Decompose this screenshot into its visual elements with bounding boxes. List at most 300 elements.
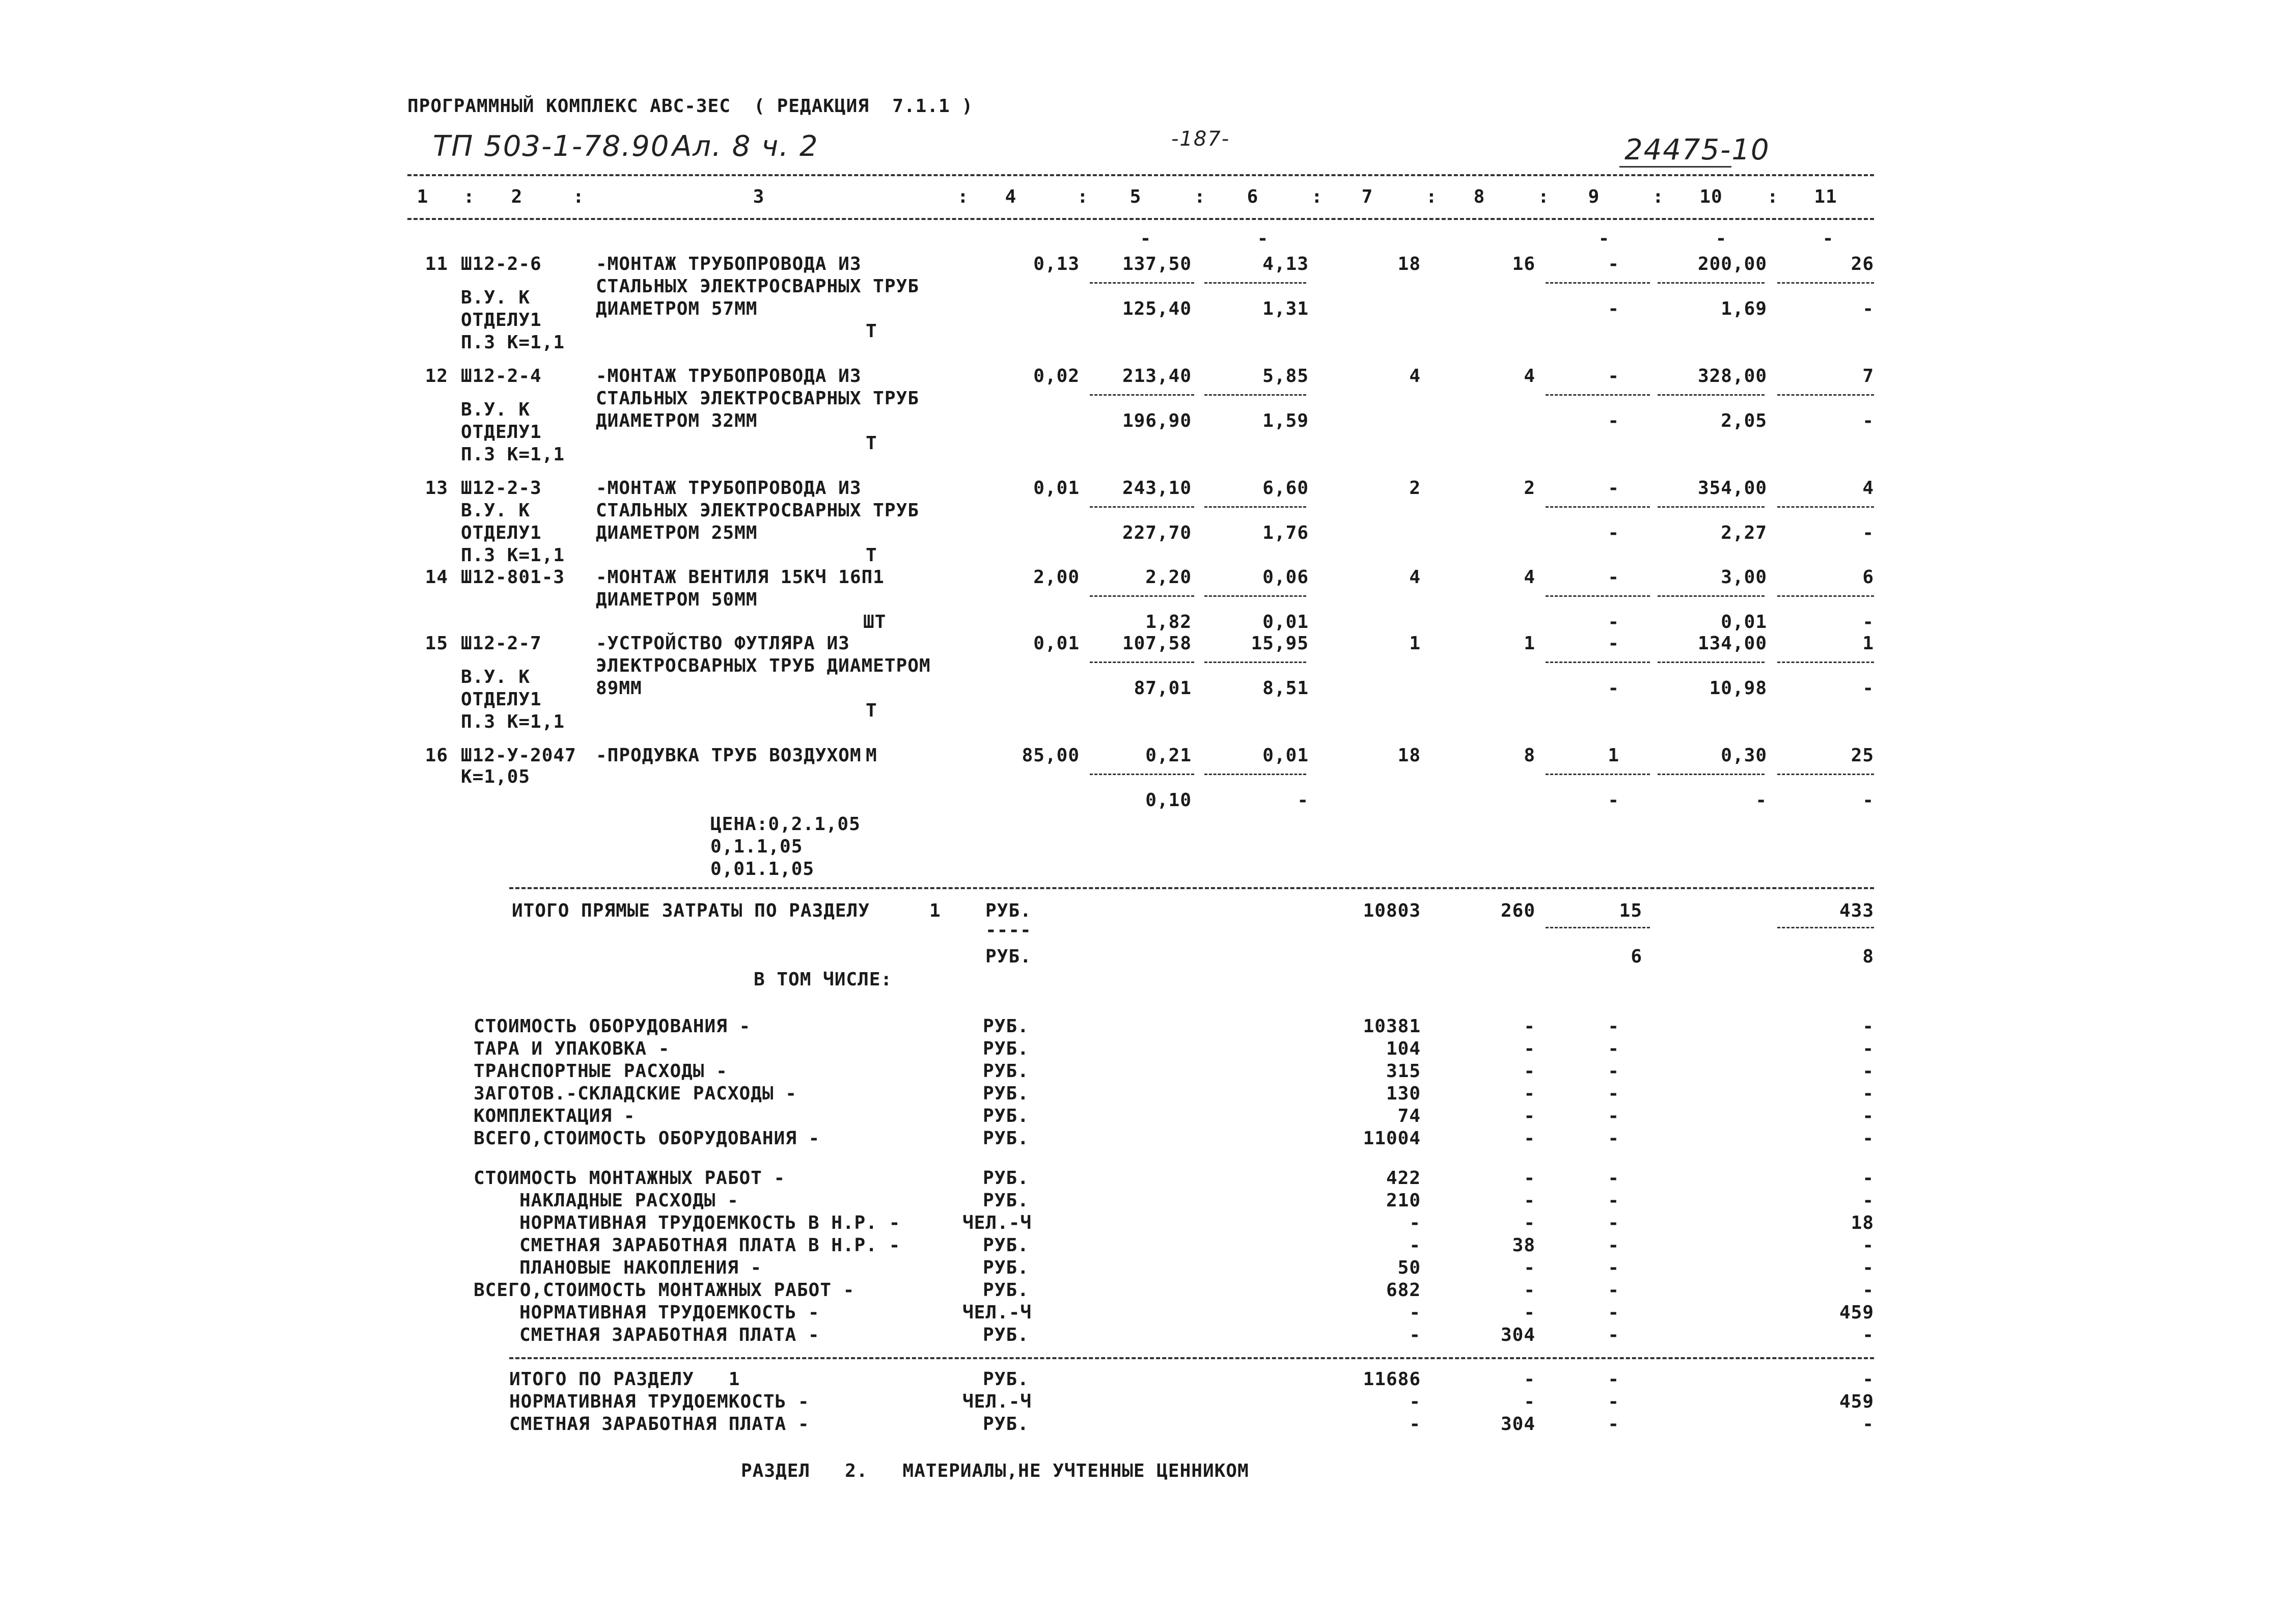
row-col9: -	[1608, 478, 1619, 499]
installation-col11: -	[1862, 1325, 1874, 1345]
equipment-col11: -	[1862, 1016, 1874, 1037]
subtotal-rule	[1658, 595, 1765, 597]
ref-underline	[1619, 166, 1731, 168]
equipment-unit: РУБ.	[983, 1016, 1029, 1037]
row-code-note: ОТДЕЛУ1	[461, 310, 542, 331]
installation-label: ВСЕГО,СТОИМОСТЬ МОНТАЖНЫХ РАБОТ -	[474, 1280, 855, 1301]
row-col11-sub: -	[1862, 298, 1874, 319]
row-col5-price: 243,10	[1122, 478, 1192, 499]
row-number: 11	[425, 254, 448, 274]
row-col7-total: 4	[1409, 567, 1421, 588]
installation-col7: 682	[1386, 1280, 1421, 1301]
final_total-label: НОРМАТИВНАЯ ТРУДОЕМКОСТЬ -	[509, 1391, 810, 1412]
subtotal-rule	[1090, 595, 1194, 597]
equipment-col7: 11004	[1363, 1128, 1421, 1149]
subtotal-rule	[1658, 662, 1765, 663]
album-ref: Ал. 8 ч. 2	[672, 130, 819, 163]
row-col5-price: 0,21	[1145, 745, 1192, 766]
row-quantity: 0,01	[1033, 478, 1080, 499]
row-col9-sub: -	[1608, 522, 1619, 543]
subtotal-rule	[1090, 774, 1194, 775]
equipment-col11: -	[1862, 1083, 1874, 1104]
equipment-col8: -	[1524, 1038, 1535, 1059]
equipment-col11: -	[1862, 1061, 1874, 1082]
row-code-note: В.У. К	[461, 500, 531, 521]
top-dash: -	[1822, 228, 1834, 249]
equipment-col8: -	[1524, 1061, 1535, 1082]
final_total-label: ИТОГО ПО РАЗДЕЛУ 1	[509, 1369, 740, 1390]
row-code: Ш12-2-3	[461, 478, 542, 499]
equipment-label: ТРАНСПОРТНЫЕ РАСХОДЫ -	[474, 1061, 728, 1082]
top-dash: -	[1140, 228, 1152, 249]
final-rule	[509, 1357, 1874, 1359]
row-code-note: ОТДЕЛУ1	[461, 422, 542, 443]
installation-label: НОРМАТИВНАЯ ТРУДОЕМКОСТЬ В Н.Р. -	[519, 1213, 901, 1233]
row-col10-sub: 2,27	[1721, 522, 1767, 543]
installation-col9: -	[1608, 1213, 1619, 1233]
equipment-col8: -	[1524, 1083, 1535, 1104]
installation-label: СМЕТНАЯ ЗАРАБОТНАЯ ПЛАТА В Н.Р. -	[519, 1235, 901, 1256]
column-separator: :	[1194, 186, 1206, 207]
row-col5-wage: 87,01	[1134, 678, 1192, 699]
subtotal-rule	[1546, 506, 1650, 508]
subtotal-rule	[1658, 282, 1765, 284]
final_total-col8: -	[1524, 1369, 1535, 1390]
subtotal-rule	[1090, 506, 1194, 508]
equipment-unit: РУБ.	[983, 1106, 1029, 1126]
row-number: 14	[425, 567, 448, 588]
row-quantity: 85,00	[1022, 745, 1080, 766]
column-separator: :	[1652, 186, 1664, 207]
section-total-unit: РУБ.	[985, 900, 1032, 921]
row-col9-sub: -	[1608, 298, 1619, 319]
final_total-col11: 459	[1839, 1391, 1874, 1412]
equipment-col7: 315	[1386, 1061, 1421, 1082]
row-col6-wage: 1,31	[1262, 298, 1309, 319]
subtotal-rule	[1546, 282, 1650, 284]
installation-col7: -	[1409, 1325, 1421, 1345]
row-col6-wage: 1,59	[1262, 410, 1309, 431]
equipment-unit: РУБ.	[983, 1038, 1029, 1059]
column-header-9: 9	[1588, 186, 1600, 207]
row-col10: 328,00	[1697, 366, 1767, 387]
subtotal-rule	[1204, 595, 1306, 597]
row-col11-sub: -	[1862, 678, 1874, 699]
installation-col9: -	[1608, 1168, 1619, 1189]
installation-label: НАКЛАДНЫЕ РАСХОДЫ -	[519, 1190, 739, 1211]
installation-label: ПЛАНОВЫЕ НАКОПЛЕНИЯ -	[519, 1257, 762, 1278]
column-header-8: 8	[1473, 186, 1485, 207]
section-total-col9-sub: 6	[1631, 946, 1642, 967]
row-col11-sub: -	[1862, 522, 1874, 543]
row-col10-sub: -	[1755, 790, 1767, 811]
row-col8-total: 8	[1524, 745, 1535, 766]
installation-col8: 304	[1500, 1325, 1535, 1345]
row-col5-wage: 196,90	[1122, 410, 1192, 431]
price-note: 0,1.1,05	[710, 836, 803, 857]
row-col5-wage: 227,70	[1122, 522, 1192, 543]
section-total-num: 1	[929, 900, 941, 921]
row-col5-price: 2,20	[1145, 567, 1192, 588]
section-total-col7: 10803	[1363, 900, 1421, 921]
column-separator: :	[1077, 186, 1089, 207]
equipment-col8: -	[1524, 1106, 1535, 1126]
equipment-col8: -	[1524, 1128, 1535, 1149]
next-section-heading: РАЗДЕЛ 2. МАТЕРИАЛЫ,НЕ УЧТЕННЫЕ ЦЕННИКОМ	[741, 1461, 1249, 1481]
installation-col9: -	[1608, 1235, 1619, 1256]
row-code: Ш12-2-6	[461, 254, 542, 274]
final_total-col7: 11686	[1363, 1369, 1421, 1390]
row-description: -УСТРОЙСТВО ФУТЛЯРА ИЗ	[596, 633, 850, 654]
row-col10-sub: 1,69	[1721, 298, 1767, 319]
row-col8-total: 2	[1524, 478, 1535, 499]
installation-unit: РУБ.	[983, 1168, 1029, 1189]
row-description: ДИАМЕТРОМ 50ММ	[596, 589, 758, 610]
row-col10: 3,00	[1721, 567, 1767, 588]
final_total-col8: 304	[1500, 1414, 1535, 1435]
row-col11: 4	[1862, 478, 1874, 499]
subtotal-rule	[1090, 282, 1194, 284]
column-separator: :	[573, 186, 585, 207]
row-col9: -	[1608, 567, 1619, 588]
row-unit: ШТ	[863, 612, 887, 632]
row-col11-sub: -	[1862, 612, 1874, 632]
row-description: ЭЛЕКТРОСВАРНЫХ ТРУБ ДИАМЕТРОМ	[596, 655, 931, 676]
equipment-col9: -	[1608, 1061, 1619, 1082]
column-separator: :	[957, 186, 969, 207]
column-header-7: 7	[1361, 186, 1373, 207]
installation-label: СМЕТНАЯ ЗАРАБОТНАЯ ПЛАТА -	[519, 1325, 820, 1345]
column-header-10: 10	[1699, 186, 1723, 207]
row-code-note: ОТДЕЛУ1	[461, 689, 542, 710]
row-col11: 1	[1862, 633, 1874, 654]
row-col5-price: 213,40	[1122, 366, 1192, 387]
row-col10: 134,00	[1697, 633, 1767, 654]
row-col9-sub: -	[1608, 612, 1619, 632]
equipment-col7: 74	[1397, 1106, 1421, 1126]
column-separator: :	[1311, 186, 1323, 207]
section-total-col9: 15	[1619, 900, 1642, 921]
row-col7-total: 4	[1409, 366, 1421, 387]
row-col8-total: 4	[1524, 366, 1535, 387]
price-note: 0,01.1,05	[710, 859, 815, 879]
installation-col7: -	[1409, 1235, 1421, 1256]
subtotal-rule	[1777, 662, 1874, 663]
installation-col7: 210	[1386, 1190, 1421, 1211]
installation-unit: РУБ.	[983, 1280, 1029, 1301]
row-unit: Т	[866, 321, 877, 342]
column-header-2: 2	[511, 186, 523, 207]
row-code-note: В.У. К	[461, 287, 531, 308]
row-col7-total: 2	[1409, 478, 1421, 499]
row-col11: 26	[1851, 254, 1874, 274]
row-description: -МОНТАЖ ТРУБОПРОВОДА ИЗ	[596, 254, 862, 274]
column-header-6: 6	[1247, 186, 1259, 207]
row-col6-price: 15,95	[1251, 633, 1309, 654]
installation-unit: РУБ.	[983, 1235, 1029, 1256]
equipment-unit: РУБ.	[983, 1083, 1029, 1104]
row-col9: 1	[1608, 745, 1619, 766]
row-col10-sub: 10,98	[1709, 678, 1767, 699]
equipment-col11: -	[1862, 1128, 1874, 1149]
subtotal-rule	[1204, 282, 1306, 284]
equipment-col9: -	[1608, 1106, 1619, 1126]
row-col5-wage: 125,40	[1122, 298, 1192, 319]
installation-unit: РУБ.	[983, 1257, 1029, 1278]
section-total-col11-sub: 8	[1862, 946, 1874, 967]
page-number: -187-	[1171, 127, 1230, 151]
header-bottom-rule	[407, 218, 1874, 220]
reference-number: 24475-10	[1624, 133, 1770, 167]
subtotal-rule	[1204, 662, 1306, 663]
installation-col7: -	[1409, 1302, 1421, 1323]
installation-col11: -	[1862, 1190, 1874, 1211]
subtotal-rule	[1546, 595, 1650, 597]
row-col5-wage: 1,82	[1145, 612, 1192, 632]
top-dash: -	[1715, 228, 1727, 249]
row-col8-total: 4	[1524, 567, 1535, 588]
subtotal-rule	[1546, 774, 1650, 775]
row-description: ДИАМЕТРОМ 25ММ	[596, 522, 758, 543]
equipment-label: ЗАГОТОВ.-СКЛАДСКИЕ РАСХОДЫ -	[474, 1083, 797, 1104]
installation-col8: -	[1524, 1168, 1535, 1189]
row-code-note: П.3 К=1,1	[461, 545, 565, 566]
row-col11: 25	[1851, 745, 1874, 766]
row-code: Ш12-2-4	[461, 366, 542, 387]
row-quantity: 2,00	[1033, 567, 1080, 588]
column-separator: :	[1538, 186, 1550, 207]
column-separator: :	[1767, 186, 1779, 207]
row-col9-sub: -	[1608, 678, 1619, 699]
subtotal-rule	[1204, 506, 1306, 508]
row-quantity: 0,13	[1033, 254, 1080, 274]
final_total-col9: -	[1608, 1414, 1619, 1435]
row-col11-sub: -	[1862, 790, 1874, 811]
row-description: -МОНТАЖ ВЕНТИЛЯ 15КЧ 16П1	[596, 567, 885, 588]
equipment-col11: -	[1862, 1038, 1874, 1059]
installation-label: СТОИМОСТЬ МОНТАЖНЫХ РАБОТ -	[474, 1168, 786, 1189]
row-description: -МОНТАЖ ТРУБОПРОВОДА ИЗ	[596, 366, 862, 387]
installation-unit: РУБ.	[983, 1190, 1029, 1211]
equipment-label: ТАРА И УПАКОВКА -	[474, 1038, 670, 1059]
row-col11: 6	[1862, 567, 1874, 588]
equipment-unit: РУБ.	[983, 1061, 1029, 1082]
row-col8-total: 1	[1524, 633, 1535, 654]
including-label: В ТОМ ЧИСЛЕ:	[754, 969, 893, 990]
installation-col8: -	[1524, 1302, 1535, 1323]
row-description: 89ММ	[596, 678, 642, 699]
installation-unit: ЧЕЛ.-Ч	[962, 1302, 1032, 1323]
row-col6-price: 6,60	[1262, 478, 1309, 499]
subtotal-rule	[1777, 282, 1874, 284]
row-col6-price: 5,85	[1262, 366, 1309, 387]
final_total-col11: -	[1862, 1369, 1874, 1390]
subtotal-rule	[1204, 394, 1306, 396]
row-col10-sub: 0,01	[1721, 612, 1767, 632]
section-total-col8: 260	[1500, 900, 1535, 921]
row-code: Ш12-801-3	[461, 567, 565, 588]
installation-label: НОРМАТИВНАЯ ТРУДОЕМКОСТЬ -	[519, 1302, 820, 1323]
equipment-col7: 10381	[1363, 1016, 1421, 1037]
row-description: СТАЛЬНЫХ ЭЛЕКТРОСВАРНЫХ ТРУБ	[596, 388, 919, 409]
row-col10: 354,00	[1697, 478, 1767, 499]
section-total-rule	[1546, 927, 1650, 928]
header-top-rule	[407, 174, 1874, 176]
installation-col11: -	[1862, 1235, 1874, 1256]
row-col5-price: 137,50	[1122, 254, 1192, 274]
row-col9-sub: -	[1608, 790, 1619, 811]
installation-col8: -	[1524, 1257, 1535, 1278]
installation-unit: ЧЕЛ.-Ч	[962, 1213, 1032, 1233]
equipment-col7: 130	[1386, 1083, 1421, 1104]
row-col5-price: 107,58	[1122, 633, 1192, 654]
section-total-unit-rule: ----	[985, 920, 1032, 941]
subtotal-rule	[1777, 394, 1874, 396]
installation-col9: -	[1608, 1257, 1619, 1278]
equipment-label: СТОИМОСТЬ ОБОРУДОВАНИЯ -	[474, 1016, 751, 1037]
price-note: ЦЕНА:0,2.1,05	[710, 814, 861, 835]
row-code-note: П.3 К=1,1	[461, 332, 565, 353]
row-col7-total: 18	[1397, 254, 1421, 274]
installation-col9: -	[1608, 1190, 1619, 1211]
final_total-label: СМЕТНАЯ ЗАРАБОТНАЯ ПЛАТА -	[509, 1414, 810, 1435]
installation-col8: -	[1524, 1280, 1535, 1301]
equipment-col9: -	[1608, 1016, 1619, 1037]
section-total-label: ИТОГО ПРЯМЫЕ ЗАТРАТЫ ПО РАЗДЕЛУ	[512, 900, 870, 921]
final_total-unit: РУБ.	[983, 1369, 1029, 1390]
row-description: ДИАМЕТРОМ 32ММ	[596, 410, 758, 431]
installation-col7: 422	[1386, 1168, 1421, 1189]
subtotal-rule	[1546, 662, 1650, 663]
column-header-3: 3	[753, 186, 765, 207]
row-col9: -	[1608, 254, 1619, 274]
row-code-note: ОТДЕЛУ1	[461, 522, 542, 543]
row-col9: -	[1608, 633, 1619, 654]
installation-col8: 38	[1512, 1235, 1535, 1256]
subtotal-rule	[1658, 394, 1765, 396]
row-col5-wage: 0,10	[1145, 790, 1192, 811]
top-dash: -	[1257, 228, 1269, 249]
row-number: 16	[425, 745, 448, 766]
equipment-col11: -	[1862, 1106, 1874, 1126]
row-code-note: П.3 К=1,1	[461, 711, 565, 732]
column-header-5: 5	[1130, 186, 1142, 207]
installation-col8: -	[1524, 1213, 1535, 1233]
row-description: СТАЛЬНЫХ ЭЛЕКТРОСВАРНЫХ ТРУБ	[596, 500, 919, 521]
equipment-col9: -	[1608, 1128, 1619, 1149]
subtotal-rule	[1204, 774, 1306, 775]
row-col9-sub: -	[1608, 410, 1619, 431]
final_total-col9: -	[1608, 1369, 1619, 1390]
column-header-1: 1	[417, 186, 429, 207]
column-separator: :	[463, 186, 475, 207]
installation-col11: -	[1862, 1280, 1874, 1301]
subtotal-rule	[1658, 774, 1765, 775]
row-col10: 200,00	[1697, 254, 1767, 274]
row-col10: 0,30	[1721, 745, 1767, 766]
row-unit: М	[866, 745, 877, 766]
final_total-col9: -	[1608, 1391, 1619, 1412]
equipment-unit: РУБ.	[983, 1128, 1029, 1149]
installation-col9: -	[1608, 1325, 1619, 1345]
row-number: 15	[425, 633, 448, 654]
equipment-col9: -	[1608, 1038, 1619, 1059]
installation-col11: -	[1862, 1257, 1874, 1278]
equipment-col9: -	[1608, 1083, 1619, 1104]
subtotal-rule	[1777, 595, 1874, 597]
top-dash: -	[1598, 228, 1610, 249]
row-number: 12	[425, 366, 448, 387]
equipment-label: КОМПЛЕКТАЦИЯ -	[474, 1106, 636, 1126]
subtotal-rule	[1090, 662, 1194, 663]
installation-col11: -	[1862, 1168, 1874, 1189]
row-code-note: В.У. К	[461, 399, 531, 420]
installation-col11: 18	[1851, 1213, 1874, 1233]
row-col11-sub: -	[1862, 410, 1874, 431]
subtotal-rule	[1658, 506, 1765, 508]
program-header: ПРОГРАММНЫЙ КОМПЛЕКС АВС-3ЕС ( РЕДАКЦИЯ 7.1.1 )	[407, 96, 974, 117]
installation-col9: -	[1608, 1280, 1619, 1301]
column-separator: :	[1426, 186, 1438, 207]
subtotal-rule	[1546, 394, 1650, 396]
final_total-col7: -	[1409, 1391, 1421, 1412]
row-col7-total: 1	[1409, 633, 1421, 654]
row-unit: Т	[866, 700, 877, 721]
row-description: -МОНТАЖ ТРУБОПРОВОДА ИЗ	[596, 478, 862, 499]
row-col6-wage: 8,51	[1262, 678, 1309, 699]
row-col6-price: 0,06	[1262, 567, 1309, 588]
installation-col7: -	[1409, 1213, 1421, 1233]
row-quantity: 0,02	[1033, 366, 1080, 387]
row-col6-wage: 0,01	[1262, 612, 1309, 632]
row-description: ДИАМЕТРОМ 57ММ	[596, 298, 758, 319]
final_total-col11: -	[1862, 1414, 1874, 1435]
installation-col7: 50	[1397, 1257, 1421, 1278]
section-total-unit2: РУБ.	[985, 946, 1032, 967]
row-col11: 7	[1862, 366, 1874, 387]
row-code: Ш12-У-2047	[461, 745, 576, 766]
doc-code: ТП 503-1-78.90	[433, 130, 670, 163]
section-total-col11: 433	[1839, 900, 1874, 921]
section-rule	[509, 887, 1874, 889]
row-col6-price: 4,13	[1262, 254, 1309, 274]
subtotal-rule	[1090, 394, 1194, 396]
row-col6-wage: 1,76	[1262, 522, 1309, 543]
subtotal-rule	[1777, 774, 1874, 775]
row-code-note: П.3 К=1,1	[461, 444, 565, 465]
row-unit: Т	[866, 545, 877, 566]
row-unit: Т	[866, 433, 877, 454]
row-col7-total: 18	[1397, 745, 1421, 766]
installation-col9: -	[1608, 1302, 1619, 1323]
row-col9: -	[1608, 366, 1619, 387]
row-code-note: В.У. К	[461, 667, 531, 687]
column-header-4: 4	[1005, 186, 1017, 207]
subtotal-rule	[1777, 506, 1874, 508]
row-description: СТАЛЬНЫХ ЭЛЕКТРОСВАРНЫХ ТРУБ	[596, 276, 919, 297]
equipment-col7: 104	[1386, 1038, 1421, 1059]
installation-col11: 459	[1839, 1302, 1874, 1323]
row-quantity: 0,01	[1033, 633, 1080, 654]
installation-unit: РУБ.	[983, 1325, 1029, 1345]
row-col8-total: 16	[1512, 254, 1535, 274]
final_total-col7: -	[1409, 1414, 1421, 1435]
equipment-col8: -	[1524, 1016, 1535, 1037]
row-description: -ПРОДУВКА ТРУБ ВОЗДУХОМ	[596, 745, 862, 766]
row-col10-sub: 2,05	[1721, 410, 1767, 431]
row-number: 13	[425, 478, 448, 499]
final_total-unit: РУБ.	[983, 1414, 1029, 1435]
